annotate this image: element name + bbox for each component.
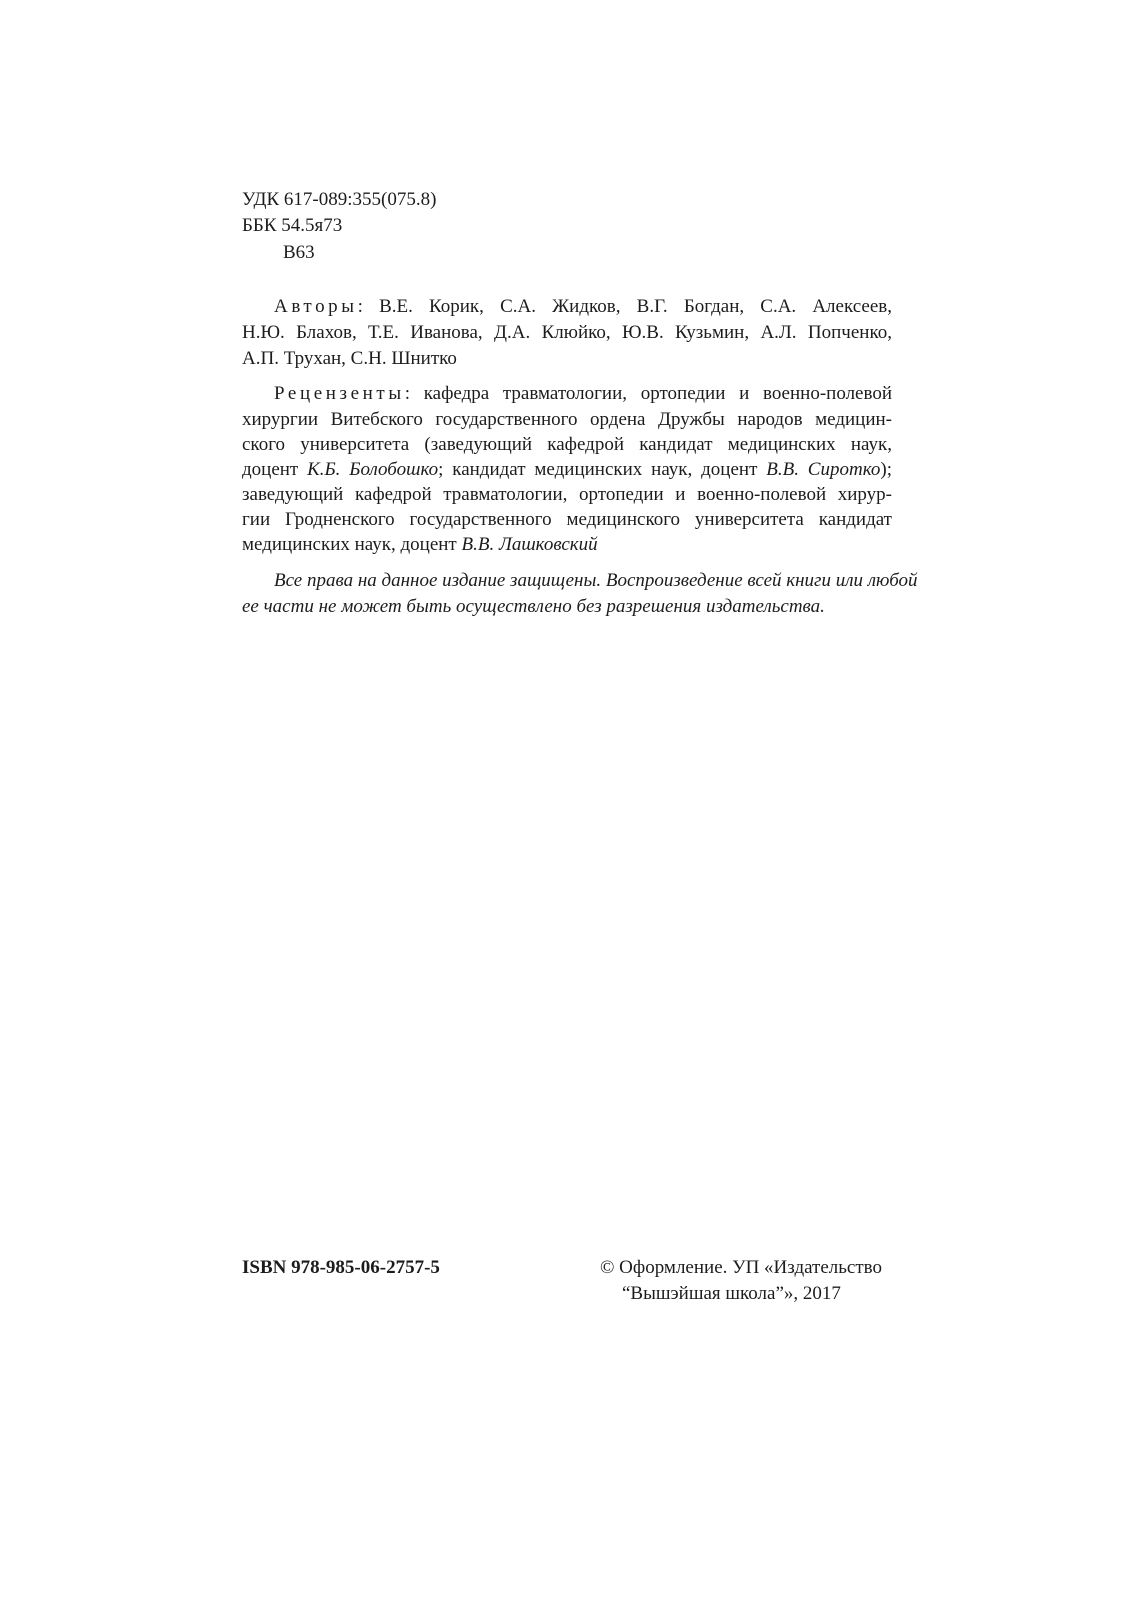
copyright-line-2: “Вышэйшая школа”», 2017 (622, 1283, 841, 1304)
reviewers-label: Рецензенты (274, 383, 405, 404)
rights-line-1: Все права на данное издание защищены. Воспроизведение всей книги или любой (274, 570, 918, 591)
reviewers-text-1: : кафедра травматологии, ортопедии и военно-полевой (404, 383, 892, 404)
reviewers-line-4-b: ; кандидат медицинских наук, доцент (438, 459, 767, 480)
isbn: ISBN 978-985-06-2757-5 (242, 1257, 440, 1278)
reviewers-line-2: хирургии Витебского государственного ордена Дружбы народов медицин- (242, 409, 892, 430)
reviewers-line-6: гии Гродненского государственного медицинского университета кандидат (242, 509, 892, 530)
rights-line-2: ее части не может быть осуществлено без разрешения издательства. (242, 596, 825, 617)
reviewers-line-7-a: медицинских наук, доцент (242, 534, 462, 555)
reviewers-line-4-c: ); (880, 459, 892, 480)
authors-line-1 (242, 294, 892, 320)
authors-list-1: : В.Е. Корик, С.А. Жидков, В.Г. Богдан, С.А. Алексеев, (357, 296, 892, 317)
authors-line-3: А.П. Трухан, С.Н. Шнитко (242, 348, 457, 369)
reviewers-line-7 (242, 532, 598, 558)
udk-code: УДК 617-089:355(075.8) (242, 189, 437, 210)
reviewer-name-sirotko: В.В. Сиротко (766, 459, 881, 480)
reviewers-line-3: ского университета (заведующий кафедрой кандидат медицинских наук, (242, 434, 892, 455)
reviewers-line-1 (242, 381, 892, 407)
reviewers-line-4 (242, 457, 892, 483)
copyright-line-1: © Оформление. УП «Издательство (600, 1257, 883, 1278)
author-mark: В63 (283, 242, 315, 263)
reviewer-name-boloboshko: К.Б. Болобошко (307, 459, 439, 480)
reviewer-name-lashkovsky: В.В. Лашковский (461, 534, 598, 555)
bbk-code: ББК 54.5я73 (242, 215, 343, 236)
reviewers-line-4-a: доцент (242, 459, 308, 480)
reviewers-line-5: заведующий кафедрой травматологии, ортопедии и военно-полевой хирур- (242, 484, 892, 505)
authors-label: Авторы (274, 296, 358, 317)
authors-line-2: Н.Ю. Блахов, Т.Е. Иванова, Д.А. Клюйко, Ю.В. Кузьмин, А.Л. Попченко, (242, 322, 892, 343)
